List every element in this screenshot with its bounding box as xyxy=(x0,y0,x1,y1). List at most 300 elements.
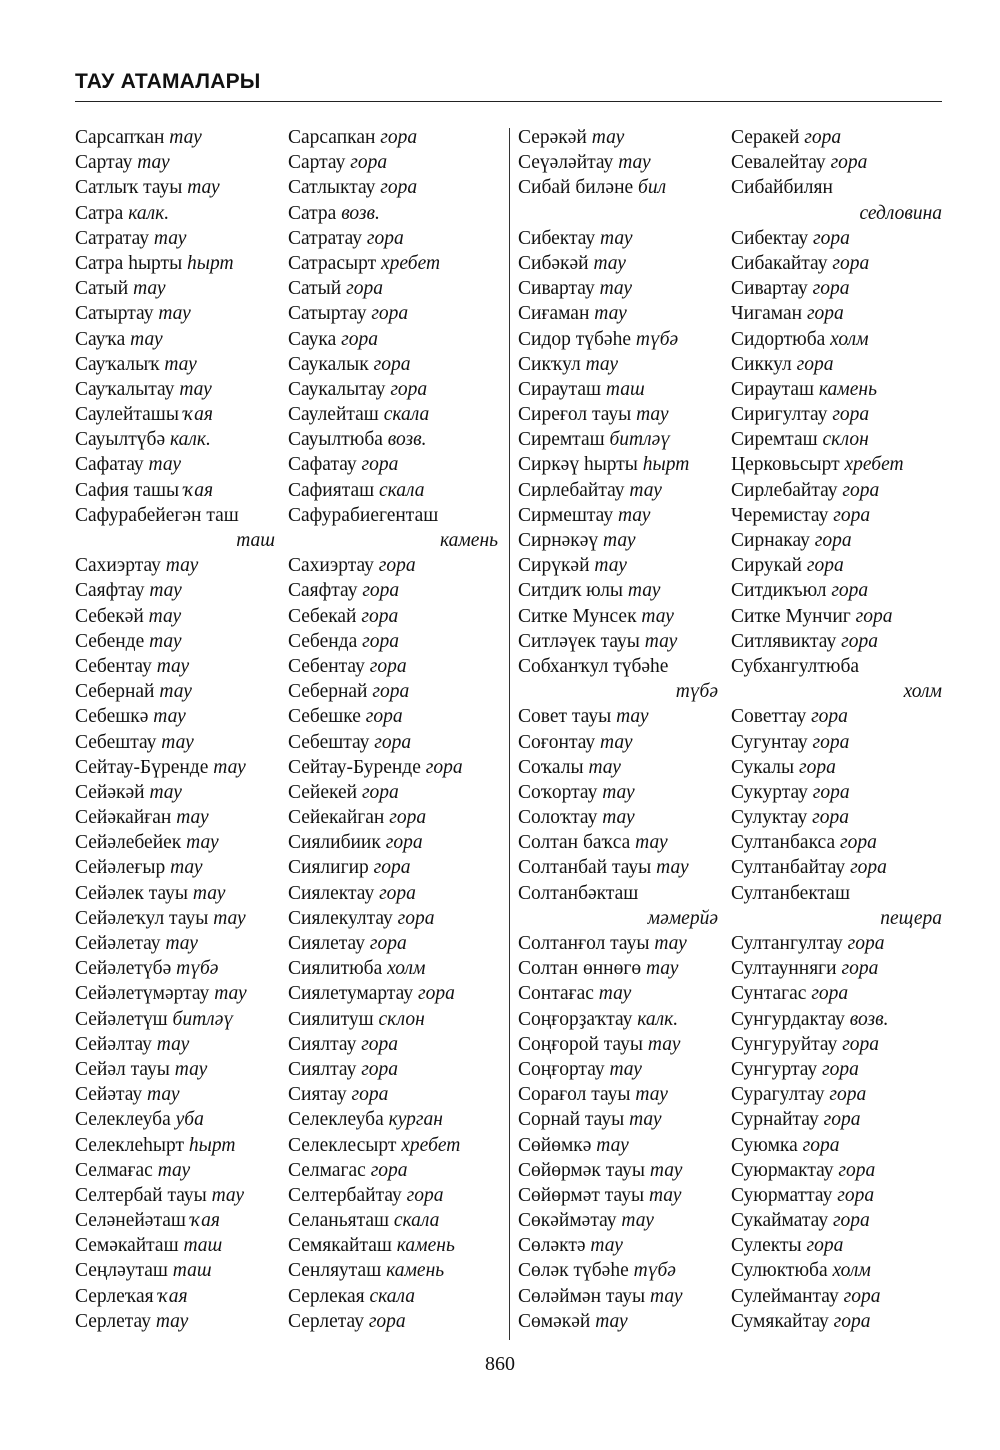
toponym: Султанбайтау xyxy=(731,857,851,879)
entry-line xyxy=(518,654,718,679)
toponym: Солтан баҡса xyxy=(518,832,636,854)
entry-line xyxy=(288,1082,498,1107)
entry-line xyxy=(288,931,498,956)
toponym: Сибакайтау xyxy=(731,252,833,274)
geographic-term: тау xyxy=(187,177,220,199)
geographic-term: гора xyxy=(397,907,435,929)
geographic-term: түбә xyxy=(675,681,718,703)
entry-line xyxy=(731,1082,942,1107)
toponym: Сугунтау xyxy=(731,731,813,753)
toponym: Сөмәкәй xyxy=(518,1310,596,1332)
entry-line xyxy=(518,981,718,1006)
geographic-term: калк. xyxy=(169,429,211,451)
toponym: Сөләктә xyxy=(518,1235,591,1257)
geographic-term: тау xyxy=(153,227,187,249)
toponym: Сатыртау xyxy=(288,303,372,325)
entry-line xyxy=(731,755,942,780)
geographic-term: скала xyxy=(383,404,430,426)
geographic-term: гора xyxy=(806,303,844,325)
toponym: Сатлыҡ тауы xyxy=(75,177,188,199)
geographic-term: камень xyxy=(396,1235,455,1257)
geographic-term: тау xyxy=(147,1084,180,1106)
geographic-term: гора xyxy=(838,1159,876,1181)
entry-line xyxy=(288,1158,498,1183)
toponym: Сидортюба xyxy=(731,328,831,350)
geographic-term: курган xyxy=(388,1109,443,1131)
geographic-term: тау xyxy=(590,1235,623,1257)
entry-line xyxy=(731,1007,942,1032)
geographic-term: битләү xyxy=(609,429,671,451)
toponym: Сиялтау xyxy=(288,1033,362,1055)
geographic-term: гора xyxy=(830,152,868,174)
toponym: Султаунняги xyxy=(731,958,842,980)
toponym: Собханҡул түбәһе xyxy=(518,655,669,677)
geographic-term: гора xyxy=(839,832,877,854)
geographic-term: гора xyxy=(812,278,850,300)
toponym: Ситке Мунсек xyxy=(518,605,642,627)
toponym: Соҡортау xyxy=(518,781,603,803)
geographic-term: камень xyxy=(818,378,877,400)
toponym: Соңғорой тауы xyxy=(518,1033,648,1055)
geographic-term: тау xyxy=(627,580,661,602)
column-divider xyxy=(509,128,510,1340)
entry-line xyxy=(731,1183,942,1208)
entry-line xyxy=(518,1233,718,1258)
entry-line xyxy=(731,578,942,603)
toponym: Серакей xyxy=(731,127,805,148)
entry-line xyxy=(518,1183,718,1208)
entry-line xyxy=(75,1233,275,1258)
entry-line xyxy=(731,452,942,477)
geographic-term: гора xyxy=(361,605,399,627)
toponym: Сиялетумартау xyxy=(288,983,418,1005)
entry-line xyxy=(731,327,942,352)
toponym: Сиригултау xyxy=(731,404,833,426)
geographic-term: һырт xyxy=(187,252,234,274)
toponym: Серәкәй xyxy=(518,127,592,148)
geographic-term: гора xyxy=(368,1310,406,1332)
toponym: Сөләймән тауы xyxy=(518,1285,651,1307)
entry-line xyxy=(518,327,718,352)
toponym: Серлетау xyxy=(75,1310,156,1332)
toponym: Сауылтюба xyxy=(288,429,388,451)
entry-line xyxy=(288,1133,498,1158)
toponym: Сибектау xyxy=(731,227,814,249)
entry-line xyxy=(288,478,498,503)
geographic-term: түбә xyxy=(635,328,679,350)
geographic-term: гора xyxy=(812,731,850,753)
geographic-term: тау xyxy=(650,1285,683,1307)
toponym: Сейәл тауы xyxy=(75,1058,175,1080)
entry-line xyxy=(731,1107,942,1132)
toponym: Сулеймантау xyxy=(731,1285,844,1307)
entry-line xyxy=(75,578,275,603)
geographic-term: таш xyxy=(236,530,275,551)
entry-line xyxy=(288,629,498,654)
column-bashkir-left xyxy=(75,125,275,1334)
geographic-term: тау xyxy=(635,832,668,854)
geographic-term: гора xyxy=(806,1235,844,1257)
geographic-term: гора xyxy=(373,857,411,879)
toponym: Себенде xyxy=(75,630,150,652)
toponym: Суюрмактау xyxy=(731,1159,839,1181)
geographic-term: гора xyxy=(812,807,850,829)
toponym: Селеклеһырт xyxy=(75,1134,189,1156)
geographic-term: тау xyxy=(636,404,669,426)
entry-line xyxy=(288,150,498,175)
toponym: Сирауташ xyxy=(731,378,819,400)
entry-line xyxy=(518,553,718,578)
toponym: Сейәкайған xyxy=(75,807,177,829)
toponym: Сунгурдактау xyxy=(731,1008,850,1030)
toponym: Сумякайтау xyxy=(731,1310,834,1332)
geographic-term: таш xyxy=(183,1235,223,1257)
entry-line xyxy=(518,402,718,427)
geographic-term: тау xyxy=(149,580,182,602)
geographic-term: гора xyxy=(831,580,869,602)
entry-line xyxy=(75,780,275,805)
entry-line xyxy=(731,981,942,1006)
entry-line xyxy=(288,780,498,805)
toponym: Сейәлетүбә xyxy=(75,958,177,980)
entry-line xyxy=(288,704,498,729)
entry-line xyxy=(288,654,498,679)
toponym: Сейтау-Бүренде xyxy=(75,756,214,778)
entry-line xyxy=(288,553,498,578)
entry-line xyxy=(75,1183,275,1208)
entry-line xyxy=(75,755,275,780)
entry-line xyxy=(288,1284,498,1309)
geographic-term: калк. xyxy=(128,202,170,224)
geographic-term: гора xyxy=(389,807,427,829)
entry-line xyxy=(518,578,718,603)
geographic-term: тау xyxy=(629,479,662,501)
entry-line xyxy=(731,478,942,503)
geographic-term: гора xyxy=(841,630,878,652)
toponym: Сиялибиик xyxy=(288,832,386,854)
entry-line xyxy=(75,730,275,755)
entry-line xyxy=(518,1309,718,1334)
toponym: Сулекты xyxy=(731,1235,807,1257)
entry-line xyxy=(731,1032,942,1057)
entry-line xyxy=(731,352,942,377)
toponym: Сейәлебейек xyxy=(75,832,187,854)
geographic-term: тау xyxy=(602,781,635,803)
toponym: Сиркәү һырты xyxy=(518,454,643,476)
geographic-term: хребет xyxy=(380,252,441,274)
entry-line xyxy=(75,1007,275,1032)
geographic-term: тау xyxy=(618,152,651,174)
toponym: Сукалы xyxy=(731,756,799,778)
toponym: Сиялектау xyxy=(288,882,380,904)
entry-line xyxy=(288,981,498,1006)
toponym: Сирнәкәү xyxy=(518,530,604,551)
entry-line xyxy=(518,1057,718,1082)
geographic-term: гора xyxy=(341,328,378,350)
entry-line xyxy=(731,956,942,981)
toponym: Церковьсырт xyxy=(731,454,845,476)
toponym: Селеклесырт xyxy=(288,1134,402,1156)
entry-line xyxy=(75,352,275,377)
geographic-term: хребет xyxy=(844,454,904,476)
entry-line xyxy=(518,604,718,629)
entry-line xyxy=(288,377,498,402)
geographic-term: тау xyxy=(213,756,246,778)
toponym: Суюрматтау xyxy=(731,1184,838,1206)
toponym: Сатыртау xyxy=(75,303,159,325)
entry-line xyxy=(518,805,718,830)
geographic-term: гора xyxy=(369,933,407,954)
entry-line xyxy=(288,1233,498,1258)
geographic-term: гора xyxy=(850,857,887,879)
toponym: Ситке Мунчиг xyxy=(731,605,856,627)
geographic-term: гора xyxy=(814,530,852,551)
geographic-term: гора xyxy=(804,127,842,148)
geographic-term: тау xyxy=(595,1310,628,1332)
toponym: Сафурабиегенташ xyxy=(288,504,439,526)
entry-line xyxy=(518,251,718,276)
geographic-term: битләү xyxy=(172,1008,234,1030)
geographic-term: ҡая xyxy=(158,1285,188,1307)
geographic-term: гора xyxy=(802,1134,840,1156)
entry-line xyxy=(731,654,942,679)
entry-line xyxy=(731,427,942,452)
toponym: Семякайташ xyxy=(288,1235,397,1257)
geographic-term: гора xyxy=(425,756,463,778)
entry-line xyxy=(518,352,718,377)
entry-line xyxy=(731,503,942,528)
entry-line xyxy=(731,402,942,427)
toponym: Ситдикъюл xyxy=(731,580,832,602)
entry-line xyxy=(75,452,275,477)
geographic-term: тау xyxy=(159,681,192,703)
geographic-term: гора xyxy=(813,227,850,249)
geographic-term: гора xyxy=(832,1210,870,1232)
entry-line xyxy=(731,251,942,276)
entry-line xyxy=(518,125,718,150)
toponym: Сейәкәй xyxy=(75,781,150,803)
geographic-term: тау xyxy=(179,378,212,400)
toponym: Чигаман xyxy=(731,303,807,325)
entry-line xyxy=(75,553,275,578)
entry-continuation xyxy=(731,679,942,704)
geographic-term: тау xyxy=(599,278,633,300)
toponym: Сиғаман xyxy=(518,303,595,325)
geographic-term: гора xyxy=(798,756,836,778)
entry-line xyxy=(288,881,498,906)
entry-line xyxy=(731,301,942,326)
entry-line xyxy=(288,1183,498,1208)
entry-line xyxy=(75,1107,275,1132)
entry-line xyxy=(518,931,718,956)
toponym: Султанбакса xyxy=(731,832,840,854)
entry-line xyxy=(518,704,718,729)
entry-line xyxy=(75,1133,275,1158)
toponym: Сунгуруйтау xyxy=(731,1033,843,1055)
geographic-term: тау xyxy=(133,278,166,300)
geographic-term: гора xyxy=(361,1033,399,1055)
toponym: Сатлыктау xyxy=(288,177,381,199)
geographic-term: гора xyxy=(833,1310,871,1332)
entry-line xyxy=(518,1032,718,1057)
entry-continuation xyxy=(288,528,498,553)
geographic-term: гора xyxy=(370,1159,408,1181)
entry-line xyxy=(75,1082,275,1107)
geographic-term: тау xyxy=(598,983,632,1005)
entry-line xyxy=(518,755,718,780)
entry-line xyxy=(518,478,718,503)
geographic-term: гора xyxy=(811,983,849,1005)
geographic-term: гора xyxy=(369,655,407,677)
entry-line xyxy=(288,201,498,226)
toponym: Селеклеуба xyxy=(288,1109,389,1131)
geographic-term: холм xyxy=(387,958,426,980)
geographic-term: тау xyxy=(156,1033,190,1055)
entry-line xyxy=(288,1032,498,1057)
toponym: Саукалытау xyxy=(288,378,391,400)
toponym: Сөкәймәтау xyxy=(518,1210,622,1232)
geographic-term: гора xyxy=(362,580,400,602)
entry-line xyxy=(75,150,275,175)
toponym: Сейәлетүмәртау xyxy=(75,983,215,1005)
toponym: Сафурабейегән таш xyxy=(75,504,239,526)
geographic-term: гора xyxy=(847,933,885,954)
geographic-term: скала xyxy=(379,479,425,501)
toponym: Сатый xyxy=(75,278,134,300)
geographic-term: гора xyxy=(351,1084,389,1106)
toponym: Сурагултау xyxy=(731,1084,830,1106)
toponym: Солтанбәкташ xyxy=(518,882,639,904)
entry-line xyxy=(75,855,275,880)
geographic-term: тау xyxy=(155,1310,189,1332)
geographic-term: тау xyxy=(616,706,649,728)
geographic-term: тау xyxy=(641,605,674,627)
entry-line xyxy=(731,150,942,175)
geographic-term: тау xyxy=(593,252,626,274)
geographic-term: гора xyxy=(380,177,418,199)
geographic-term: тау xyxy=(591,127,625,148)
toponym: Сөләк түбәһе xyxy=(518,1260,634,1282)
geographic-term: склон xyxy=(822,429,869,451)
toponym: Себентау xyxy=(288,655,370,677)
entry-continuation xyxy=(75,528,275,553)
entry-line xyxy=(518,503,718,528)
geographic-term: тау xyxy=(603,530,636,551)
entry-line xyxy=(731,1057,942,1082)
toponym: Сенляуташ xyxy=(288,1260,387,1282)
entry-line xyxy=(518,226,718,251)
geographic-term: седловина xyxy=(859,202,942,224)
toponym: Сатый xyxy=(288,278,347,300)
entry-line xyxy=(75,805,275,830)
entry-line xyxy=(518,855,718,880)
toponym: Солоҡтау xyxy=(518,807,603,829)
toponym: Сукайматау xyxy=(731,1210,833,1232)
entry-continuation xyxy=(518,679,718,704)
geographic-term: тау xyxy=(600,227,633,249)
entry-line xyxy=(731,780,942,805)
geographic-term: тау xyxy=(130,328,163,350)
geographic-term: тау xyxy=(170,857,203,879)
entry-line xyxy=(75,1057,275,1082)
geographic-term: скала xyxy=(393,1210,440,1232)
toponym: Сибәкәй xyxy=(518,252,594,274)
toponym: Сафия ташы xyxy=(75,479,184,501)
entry-line xyxy=(731,629,942,654)
geographic-term: тау xyxy=(609,1058,642,1080)
entry-line xyxy=(288,452,498,477)
entry-line xyxy=(75,226,275,251)
toponym: Себекәй xyxy=(75,605,149,627)
entry-line xyxy=(75,881,275,906)
toponym: Сейекайган xyxy=(288,807,390,829)
toponym: Сөйөрмәк тауы xyxy=(518,1159,650,1181)
toponym: Серлекая xyxy=(288,1285,370,1307)
entry-line xyxy=(518,881,718,906)
toponym: Сауылтүбә xyxy=(75,429,170,451)
toponym: Сирлебайтау xyxy=(731,479,843,501)
geographic-term: тау xyxy=(645,958,679,980)
geographic-term: гора xyxy=(811,706,848,728)
toponym: Сатрасырт xyxy=(288,252,381,274)
entry-line xyxy=(75,1258,275,1283)
entry-line xyxy=(731,1309,942,1334)
geographic-term: тау xyxy=(156,655,190,677)
geographic-term: таш xyxy=(605,378,645,400)
title-rule xyxy=(75,101,942,102)
toponym: Соңғортау xyxy=(518,1058,610,1080)
toponym: Сиялигир xyxy=(288,857,374,879)
entry-line xyxy=(731,1208,942,1233)
geographic-term: гора xyxy=(374,731,412,753)
entry-line xyxy=(75,704,275,729)
geographic-term: тау xyxy=(594,555,627,577)
entry-line xyxy=(288,301,498,326)
geographic-term: пещера xyxy=(880,907,942,929)
toponym: Соҡалы xyxy=(518,756,589,778)
toponym: Сейәтау xyxy=(75,1084,148,1106)
toponym: Сартау xyxy=(288,152,351,174)
geographic-term: гора xyxy=(832,252,870,274)
geographic-term: тау xyxy=(148,605,182,627)
toponym: Сирукай xyxy=(731,555,807,577)
geographic-term: холм xyxy=(830,328,869,350)
geographic-term: камень xyxy=(439,530,498,551)
toponym: Себештау xyxy=(75,731,162,753)
entry-line xyxy=(75,175,275,200)
geographic-term: тау xyxy=(149,781,182,803)
geographic-term: тау xyxy=(585,353,619,375)
geographic-term: хребет xyxy=(401,1134,461,1156)
toponym: Сейәлетау xyxy=(75,933,166,954)
entry-line xyxy=(731,805,942,830)
toponym: Саяфтау xyxy=(288,580,363,602)
toponym: Селтербайтау xyxy=(288,1184,407,1206)
toponym: Сарсапҡан xyxy=(75,127,170,148)
geographic-term: тау xyxy=(192,882,226,904)
toponym: Солтанбай тауы xyxy=(518,857,657,879)
entry-line xyxy=(518,1082,718,1107)
geographic-term: гора xyxy=(385,832,423,854)
toponym: Селтербай тауы xyxy=(75,1184,212,1206)
geographic-term: тау xyxy=(635,1084,668,1106)
toponym: Сейекей xyxy=(288,781,362,803)
toponym: Сиятау xyxy=(288,1084,352,1106)
toponym: Сирүкәй xyxy=(518,555,595,577)
entry-line xyxy=(288,327,498,352)
toponym: Сеүәләйтау xyxy=(518,152,619,174)
entry-line xyxy=(288,1107,498,1132)
